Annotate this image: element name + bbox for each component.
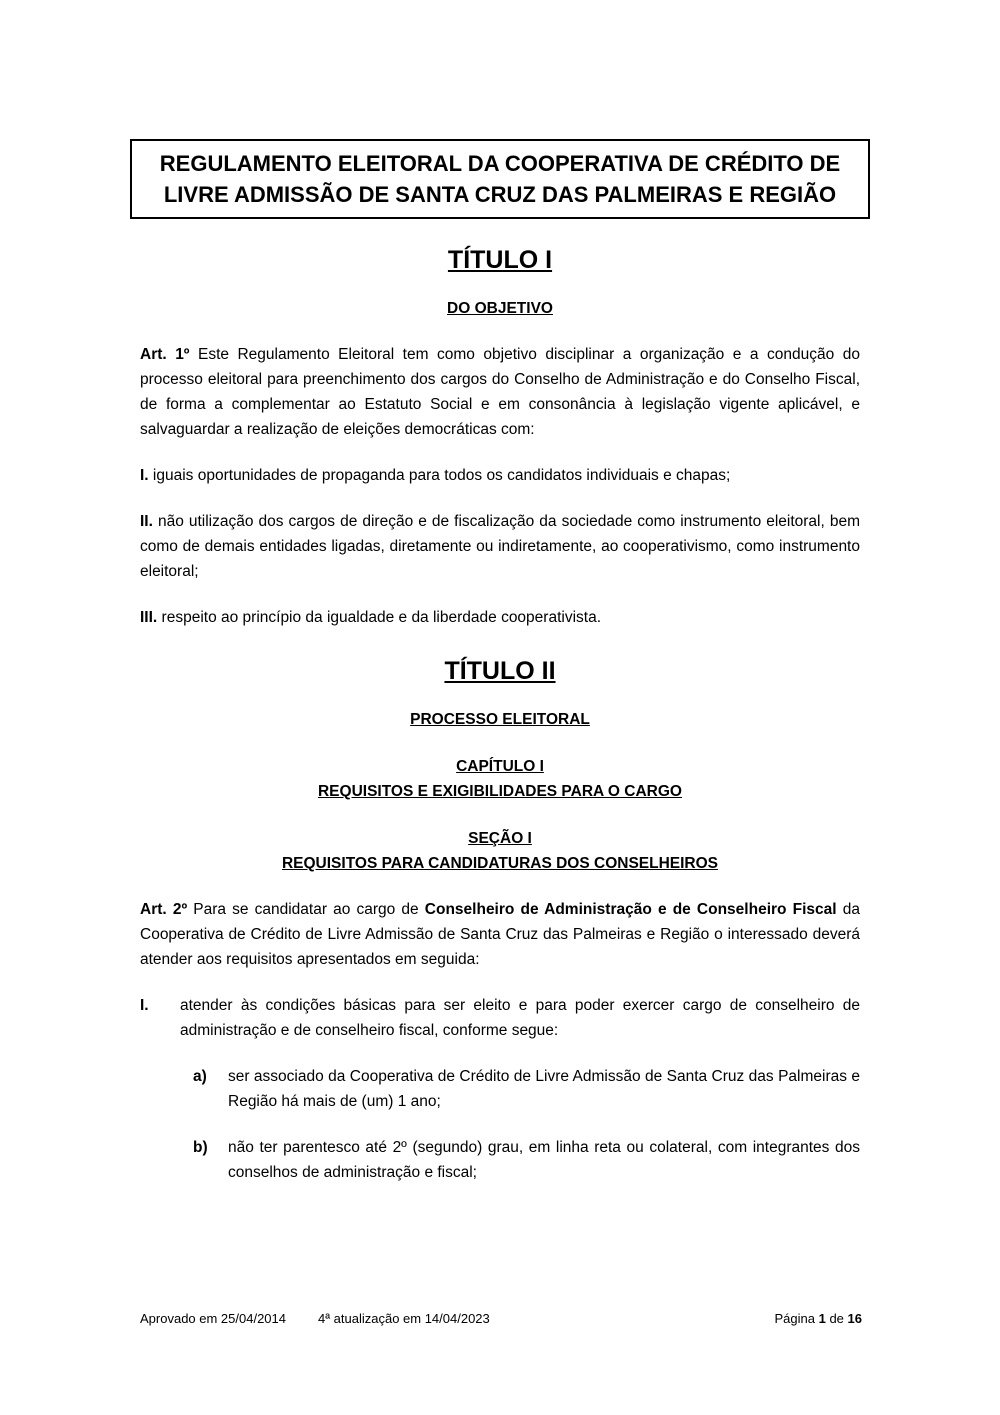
- capitulo-i-subtitle: REQUISITOS E EXIGIBILIDADES PARA O CARGO: [317, 783, 682, 800]
- requisito-item-i: [140, 993, 860, 1043]
- update-info: 4ª atualização em 14/04/2023: [318, 1311, 490, 1326]
- art-1-label: Art. 1º: [140, 346, 190, 363]
- item-i-paragraph: [140, 463, 860, 488]
- requisito-subitem-b-label: b): [193, 1139, 208, 1156]
- page-of-label: de: [825, 1311, 848, 1326]
- do-objetivo-heading: DO OBJETIVO: [447, 300, 553, 317]
- art-2-paragraph: [140, 897, 860, 972]
- item-iii-text: respeito ao princípio da igualdade e da liberdade cooperativista.: [157, 609, 602, 626]
- requisito-subitem-a-label: a): [193, 1068, 207, 1085]
- secao-i-heading: [140, 826, 860, 876]
- requisito-item-i-label: I.: [140, 997, 149, 1014]
- requisito-subitem-b-text: não ter parentesco até 2º (segundo) grau, em linha reta ou colateral, com integrantes dos conselhos de administração e fiscal;: [228, 1139, 860, 1181]
- art-2-bold-phrase: Conselheiro de Administração e de Conselheiro Fiscal: [424, 901, 837, 918]
- requisito-subitem-b: [193, 1135, 860, 1185]
- page-indicator-label: Página: [774, 1311, 819, 1326]
- footer-revision-info: [140, 1311, 490, 1327]
- item-ii-label: II.: [140, 513, 153, 530]
- page-number: 1: [818, 1311, 826, 1326]
- art-2-text-2: da Cooperativa de Crédito de Livre Admissão de Santa Cruz das Palmeiras e Região o interessado deverá atender aos requisitos apresentados em seguida:: [140, 901, 860, 968]
- requisito-subitem-a: [193, 1064, 860, 1114]
- art-1-paragraph: [140, 342, 860, 442]
- secao-i-line: SEÇÃO I: [468, 830, 532, 847]
- secao-i-subtitle: REQUISITOS PARA CANDIDATURAS DOS CONSELHEIROS: [281, 855, 719, 872]
- item-iii-label: III.: [140, 609, 158, 626]
- item-i-label: I.: [140, 467, 149, 484]
- page-total: 16: [847, 1311, 862, 1326]
- item-i-text: iguais oportunidades de propaganda para todos os candidatos individuais e chapas;: [148, 467, 731, 484]
- art-1-text: Este Regulamento Eleitoral tem como objetivo disciplinar a organização e a condução do processo eleitoral para preenchimento dos cargos do Conselho de Administração e do Conselho Fiscal, de forma a complementar ao Estatuto Social e em consonância à legislação vigente aplicável, e salvaguardar a realização de eleições democráticas com:: [140, 346, 860, 438]
- approval-date: Aprovado em 25/04/2014: [140, 1311, 286, 1326]
- document-title: REGULAMENTO ELEITORAL DA COOPERATIVA DE CRÉDITO DE LIVRE ADMISSÃO DE SANTA CRUZ DAS PALMEIRAS E REGIÃO: [159, 151, 841, 207]
- page-indicator: [775, 1311, 862, 1327]
- requisito-subitem-a-text: ser associado da Cooperativa de Crédito de Livre Admissão de Santa Cruz das Palmeiras e Região há mais de (um) 1 ano;: [228, 1068, 860, 1110]
- requisito-item-i-text: atender às condições básicas para ser eleito e para poder exercer cargo de conselheiro de administração e de conselheiro fiscal, conforme segue:: [180, 997, 860, 1039]
- titulo-ii-heading: TÍTULO II: [444, 657, 556, 685]
- item-ii-text: não utilização dos cargos de direção e de fiscalização da sociedade como instrumento eleitoral, bem como de demais entidades ligadas, diretamente ou indiretamente, ao cooperativismo, como instrumento eleitoral;: [140, 513, 860, 580]
- art-2-label: Art. 2º: [140, 901, 188, 918]
- art-2-text-1: Para se candidatar ao cargo de: [187, 901, 425, 918]
- page-footer: [140, 1311, 862, 1327]
- item-iii-paragraph: [140, 605, 860, 630]
- capitulo-i-line: CAPÍTULO I: [456, 758, 544, 775]
- titulo-i-heading: TÍTULO I: [447, 246, 553, 274]
- item-ii-paragraph: [140, 509, 860, 584]
- processo-eleitoral-heading: PROCESSO ELEITORAL: [410, 711, 590, 728]
- capitulo-i-heading: [140, 754, 860, 804]
- document-title-box: [130, 139, 870, 219]
